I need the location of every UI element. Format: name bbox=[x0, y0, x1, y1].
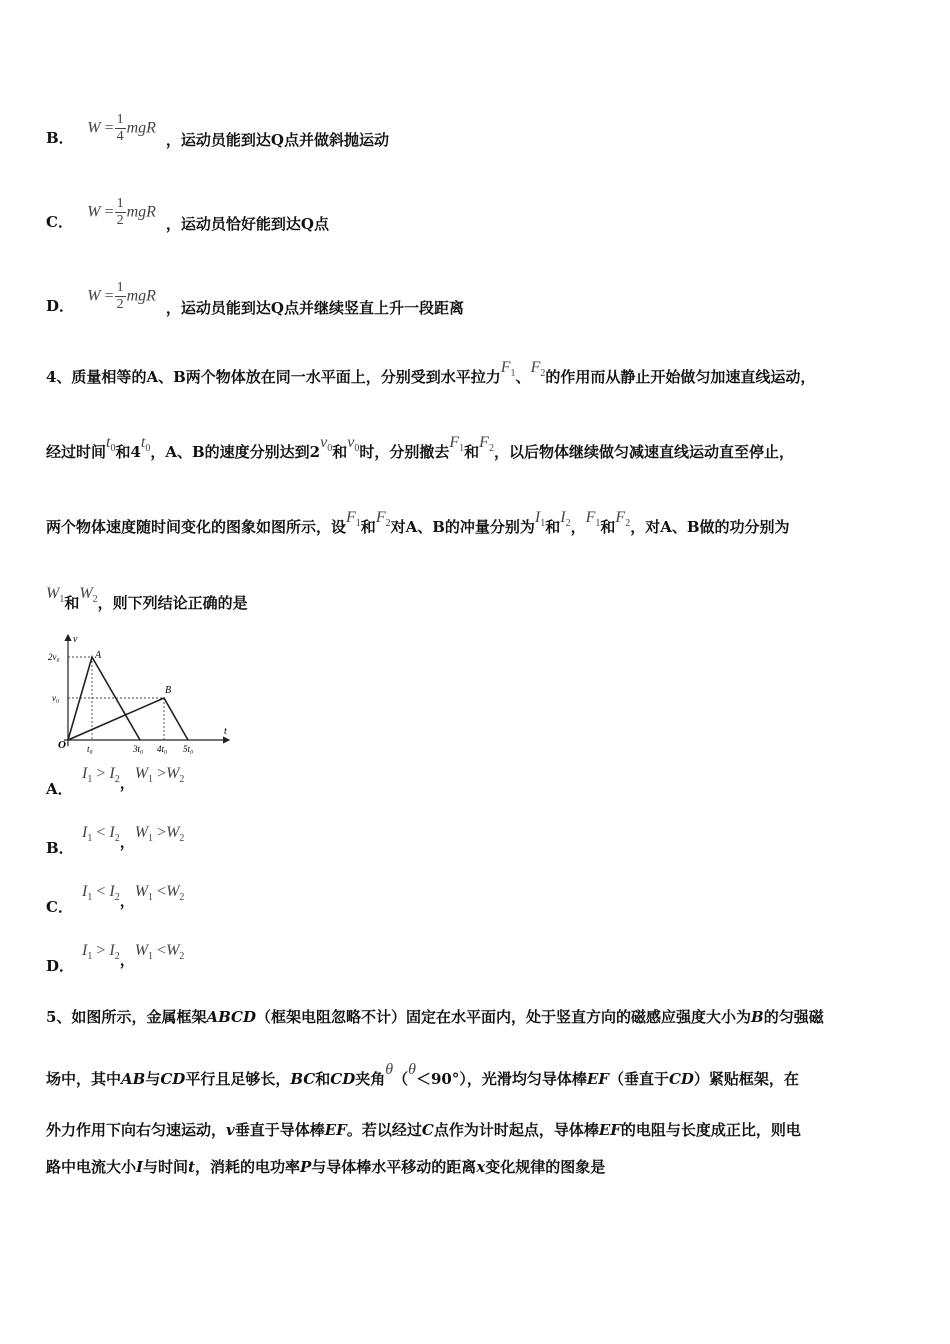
text: 的作用而从静止开始做匀加速直线运动， bbox=[545, 368, 816, 386]
x-tick-4t0: 4t₀ bbox=[157, 744, 168, 754]
line-A bbox=[68, 657, 140, 740]
relation: > bbox=[96, 765, 106, 782]
text: 与 bbox=[145, 1070, 161, 1088]
frac-den: 4 bbox=[116, 129, 124, 144]
text: 两个物体速度随时间变化的图象如图所示，设 bbox=[46, 518, 347, 536]
text: 和 bbox=[545, 518, 561, 536]
relation: < bbox=[157, 942, 167, 959]
q4-line-3: 两个物体速度随时间变化的图象如图所示，设$F_1$和$F_2$对A、B的冲量分别为$I_1$和$I_2$，$F_1$和$F_2$，对A、B做的功分别为 bbox=[46, 509, 790, 536]
text: v bbox=[226, 1121, 235, 1139]
text: 垂直于导体棒 bbox=[234, 1121, 325, 1139]
text: ABCD bbox=[206, 1008, 256, 1026]
text: 与时间 bbox=[143, 1158, 189, 1176]
text: CD bbox=[160, 1070, 186, 1088]
q5-line-4 bbox=[46, 1156, 605, 1177]
text: EF bbox=[586, 1070, 609, 1088]
option-label: C． bbox=[46, 212, 73, 231]
text: ，对A、B做的功分别为 bbox=[630, 518, 790, 536]
option-text: ，运动员能到达Q点并做斜抛运动 bbox=[165, 130, 389, 149]
option-row bbox=[46, 112, 389, 149]
text: ＜90°），光滑均匀导体棒 bbox=[415, 1070, 587, 1088]
text: P bbox=[300, 1158, 312, 1176]
formula: W = $\frac{1}{2}$ mgR bbox=[87, 196, 156, 228]
formula: W = $\frac{1}{2}$ mgR bbox=[87, 280, 156, 312]
text: 时，分别撤去 bbox=[359, 443, 450, 461]
text: （ bbox=[393, 1070, 409, 1088]
text: 与导体棒水平移动的距离 bbox=[311, 1158, 477, 1176]
option-row bbox=[46, 196, 329, 233]
option-text: ，运动员能到达Q点并继续竖直上升一段距离 bbox=[165, 298, 464, 317]
option-label: A． bbox=[46, 780, 73, 798]
text: 夹角 bbox=[355, 1070, 386, 1088]
text: 和 bbox=[464, 443, 480, 461]
frac-num: 1 bbox=[116, 196, 124, 211]
text: x bbox=[476, 1158, 486, 1176]
option-label: D． bbox=[46, 957, 75, 975]
text: 5、如图所示，金属框架 bbox=[46, 1008, 207, 1026]
y-tick-2v0: 2v₀ bbox=[48, 652, 60, 662]
text: 经过时间 bbox=[46, 443, 107, 461]
q4-line-4: $W_1$和$W_2$，则下列结论正确的是 bbox=[46, 585, 248, 612]
relation: > bbox=[157, 824, 167, 841]
text: 、 bbox=[515, 368, 531, 386]
text: 平行且足够长， bbox=[185, 1070, 291, 1088]
text: 和 bbox=[315, 1070, 331, 1088]
text: 的匀强磁 bbox=[763, 1008, 824, 1026]
q4-line-1: 4、质量相等的A、B两个物体放在同一水平面上，分别受到水平拉力$F_1$、$F_2$的作用而从静止开始做匀加速直线运动， bbox=[46, 359, 816, 386]
text: CD bbox=[330, 1070, 356, 1088]
velocity-time-graph bbox=[44, 630, 236, 754]
option-label: B． bbox=[46, 839, 74, 857]
text: B bbox=[751, 1008, 764, 1026]
q5-line-2: 场中，其中AB与CD平行且足够长，BC和CD夹角θ（θ＜90°），光滑均匀导体棒EF（垂直于CD）紧贴框架，在 bbox=[46, 1061, 799, 1088]
frac-den: 2 bbox=[116, 213, 124, 228]
text: 和4 bbox=[115, 443, 141, 461]
option-text: ，运动员恰好能到达Q点 bbox=[165, 214, 329, 233]
text: I bbox=[136, 1158, 144, 1176]
text: t bbox=[188, 1158, 195, 1176]
text: BC bbox=[290, 1070, 316, 1088]
q5-line-3 bbox=[46, 1119, 801, 1140]
option-label: C． bbox=[46, 898, 73, 916]
option-label: B． bbox=[46, 128, 74, 147]
text: （垂直于 bbox=[608, 1070, 669, 1088]
y-axis-label: v bbox=[73, 634, 78, 645]
text: 点作为计时起点，导体棒 bbox=[433, 1121, 599, 1139]
frac-num: 1 bbox=[116, 280, 124, 295]
x-tick-3t0: 3t₀ bbox=[133, 744, 144, 754]
text: ，以后物体继续做匀减速直线运动直至停止， bbox=[493, 443, 794, 461]
text: 场中，其中 bbox=[46, 1070, 122, 1088]
text: 4、质量相等的A、B两个物体放在同一水平面上，分别受到水平拉力 bbox=[46, 368, 501, 386]
formula: W = $\frac{1}{4}$ mgR bbox=[87, 112, 156, 144]
text: 的电阻与长度成正比，则电 bbox=[620, 1121, 801, 1139]
frac-den: 2 bbox=[116, 297, 124, 312]
q4-line-2: 经过时间$t_0$和$4t_0$，A、B的速度分别达到$2v_0$和$v_0$时，分别撤去$F_1$和$F_2$，以后物体继续做匀减速直线运动直至停止， bbox=[46, 434, 794, 461]
text: EF bbox=[324, 1121, 347, 1139]
text: 和 bbox=[360, 518, 376, 536]
q4-option-c: C．$I_1 < I_2$，$W_1 <W_2$ bbox=[46, 883, 185, 916]
option-row bbox=[46, 280, 464, 317]
text: 和 bbox=[64, 594, 80, 612]
text: ，则下列结论正确的是 bbox=[97, 594, 248, 612]
q4-option-d: D．$I_1 > I_2$，$W_1 <W_2$ bbox=[46, 942, 185, 975]
relation: < bbox=[96, 883, 106, 900]
text: （框架电阻忽略不计）固定在水平面内，处于竖直方向的磁感应强度大小为 bbox=[256, 1008, 752, 1026]
text: 和 bbox=[600, 518, 616, 536]
text: 路中电流大小 bbox=[46, 1158, 137, 1176]
y-tick-v0: v₀ bbox=[52, 693, 60, 703]
text: ， bbox=[570, 518, 586, 536]
x-tick-t0: t₀ bbox=[87, 744, 93, 754]
text: CD bbox=[668, 1070, 694, 1088]
relation: < bbox=[157, 883, 167, 900]
relation: < bbox=[96, 824, 106, 841]
text: 。若以经过 bbox=[346, 1121, 422, 1139]
relation: > bbox=[157, 765, 167, 782]
relation: > bbox=[96, 942, 106, 959]
x-axis-label: t bbox=[224, 726, 227, 737]
q4-option-b: B．$I_1 < I_2$，$W_1 >W_2$ bbox=[46, 824, 185, 857]
q4-option-a: A．$I_1 > I_2$，$W_1 >W_2$ bbox=[46, 765, 185, 798]
option-label: D． bbox=[46, 296, 75, 315]
origin-label: O bbox=[58, 739, 66, 751]
text: 变化规律的图象是 bbox=[485, 1158, 606, 1176]
point-label-B: B bbox=[165, 685, 172, 696]
text: AB bbox=[121, 1070, 146, 1088]
text: 外力作用下向右匀速运动， bbox=[46, 1121, 227, 1139]
text: 对A、B的冲量分别为 bbox=[390, 518, 535, 536]
text: ，A、B的速度分别达到2 bbox=[150, 443, 321, 461]
text: ）紧贴框架，在 bbox=[693, 1070, 799, 1088]
point-label-A: A bbox=[95, 650, 102, 661]
text: 和 bbox=[332, 443, 348, 461]
frac-num: 1 bbox=[116, 112, 124, 127]
text: ，消耗的电功率 bbox=[195, 1158, 301, 1176]
text: EF bbox=[598, 1121, 621, 1139]
q5-line-1 bbox=[46, 1006, 824, 1027]
text: C bbox=[421, 1121, 434, 1139]
x-tick-5t0: 5t₀ bbox=[183, 744, 194, 754]
